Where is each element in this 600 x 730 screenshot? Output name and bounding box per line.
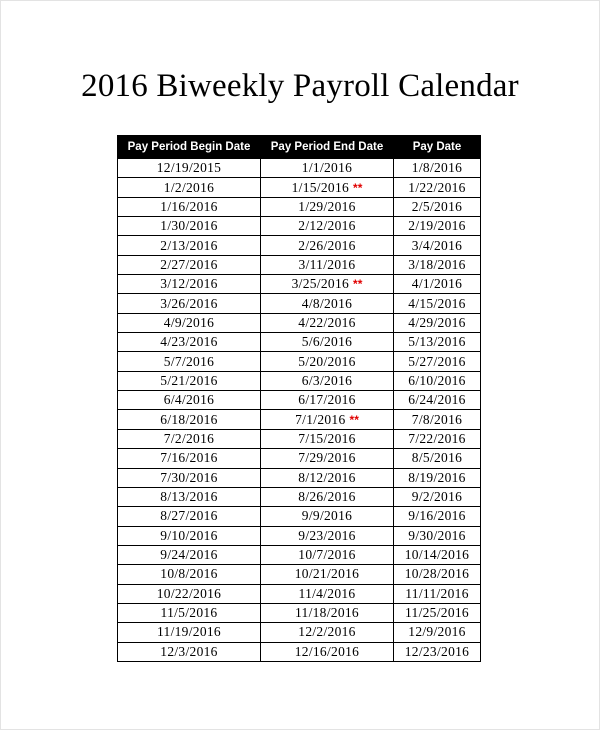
asterisk-marker: ** (353, 277, 363, 292)
cell-end-date (261, 178, 394, 197)
cell-pay-date: 10/28/2016 (394, 565, 481, 584)
cell-pay-date: 7/8/2016 (394, 410, 481, 429)
cell-begin-date: 8/27/2016 (118, 507, 261, 526)
end-date-value: 12/16/2016 (294, 643, 360, 659)
cell-begin-date: 10/8/2016 (118, 565, 261, 584)
cell-begin-date: 1/16/2016 (118, 197, 261, 216)
end-date-value: 6/17/2016 (298, 392, 356, 408)
end-date-value: 10/7/2016 (298, 547, 356, 563)
end-date-value: 11/4/2016 (298, 585, 356, 601)
cell-begin-date: 6/4/2016 (118, 391, 261, 410)
header-begin-date: Pay Period Begin Date (118, 136, 261, 159)
cell-end-date (261, 429, 394, 448)
cell-end-date (261, 526, 394, 545)
table-row (118, 197, 481, 216)
cell-end-date (261, 352, 394, 371)
table-row (118, 275, 481, 294)
cell-end-date (261, 468, 394, 487)
cell-end-date (261, 545, 394, 564)
end-date-value: 6/3/2016 (301, 372, 353, 388)
end-date-value: 1/15/2016 (291, 179, 350, 195)
table-row (118, 487, 481, 506)
table-row (118, 410, 481, 429)
end-date-value: 11/18/2016 (294, 605, 359, 621)
table-header-row (118, 136, 481, 159)
table-row (118, 603, 481, 622)
table-row (118, 642, 481, 661)
cell-begin-date: 11/19/2016 (118, 623, 261, 642)
cell-begin-date: 3/12/2016 (118, 275, 261, 294)
table-row (118, 333, 481, 352)
table-row (118, 468, 481, 487)
cell-begin-date: 1/2/2016 (118, 178, 261, 197)
cell-pay-date: 11/11/2016 (394, 584, 481, 603)
cell-end-date (261, 391, 394, 410)
cell-end-date (261, 507, 394, 526)
end-date-value: 7/29/2016 (298, 450, 356, 466)
cell-end-date (261, 275, 394, 294)
end-date-value: 8/26/2016 (298, 489, 356, 505)
end-date-value: 9/23/2016 (298, 527, 356, 543)
cell-begin-date: 7/16/2016 (118, 449, 261, 468)
end-date-value: 2/12/2016 (298, 218, 356, 234)
cell-begin-date: 10/22/2016 (118, 584, 261, 603)
cell-end-date (261, 371, 394, 390)
cell-pay-date: 3/18/2016 (394, 255, 481, 274)
cell-end-date (261, 236, 394, 255)
table-row (118, 352, 481, 371)
cell-end-date (261, 333, 394, 352)
cell-pay-date: 8/5/2016 (394, 449, 481, 468)
cell-begin-date: 1/30/2016 (118, 217, 261, 236)
cell-end-date (261, 584, 394, 603)
table-row (118, 429, 481, 448)
table-row (118, 236, 481, 255)
table-body (118, 159, 481, 662)
end-date-value: 9/9/2016 (301, 508, 353, 524)
cell-begin-date: 4/23/2016 (118, 333, 261, 352)
header-end-date: Pay Period End Date (261, 136, 394, 159)
table-row (118, 545, 481, 564)
cell-begin-date: 6/18/2016 (118, 410, 261, 429)
cell-end-date (261, 294, 394, 313)
cell-end-date (261, 159, 394, 178)
cell-end-date (261, 217, 394, 236)
cell-pay-date: 8/19/2016 (394, 468, 481, 487)
cell-begin-date: 7/30/2016 (118, 468, 261, 487)
cell-pay-date: 6/10/2016 (394, 371, 481, 390)
table-row (118, 449, 481, 468)
cell-begin-date: 4/9/2016 (118, 313, 261, 332)
cell-pay-date: 5/13/2016 (394, 333, 481, 352)
cell-end-date (261, 197, 394, 216)
cell-end-date (261, 642, 394, 661)
cell-pay-date: 7/22/2016 (394, 429, 481, 448)
end-date-value: 12/2/2016 (298, 624, 356, 640)
cell-begin-date: 11/5/2016 (118, 603, 261, 622)
cell-end-date (261, 410, 394, 429)
cell-end-date (261, 487, 394, 506)
table-row (118, 526, 481, 545)
cell-pay-date: 9/30/2016 (394, 526, 481, 545)
table-row (118, 391, 481, 410)
end-date-value: 4/22/2016 (298, 314, 356, 330)
cell-begin-date: 5/7/2016 (118, 352, 261, 371)
cell-pay-date: 6/24/2016 (394, 391, 481, 410)
end-date-value: 1/29/2016 (298, 198, 356, 214)
cell-begin-date: 9/24/2016 (118, 545, 261, 564)
end-date-value: 8/12/2016 (298, 469, 356, 485)
cell-pay-date: 12/9/2016 (394, 623, 481, 642)
cell-pay-date: 9/2/2016 (394, 487, 481, 506)
cell-pay-date: 2/19/2016 (394, 217, 481, 236)
end-date-value: 1/1/2016 (301, 160, 353, 176)
cell-begin-date: 3/26/2016 (118, 294, 261, 313)
cell-end-date (261, 565, 394, 584)
asterisk-marker: ** (349, 412, 359, 427)
cell-pay-date: 4/29/2016 (394, 313, 481, 332)
end-date-value: 2/26/2016 (298, 237, 356, 253)
table-row (118, 217, 481, 236)
table-row (118, 371, 481, 390)
table-row (118, 294, 481, 313)
table-row (118, 623, 481, 642)
cell-pay-date: 2/5/2016 (394, 197, 481, 216)
cell-begin-date: 12/19/2015 (118, 159, 261, 178)
table-row (118, 178, 481, 197)
table-row (118, 584, 481, 603)
end-date-value: 3/11/2016 (298, 256, 356, 272)
cell-end-date (261, 603, 394, 622)
cell-end-date (261, 623, 394, 642)
end-date-value: 4/8/2016 (301, 295, 353, 311)
cell-begin-date: 5/21/2016 (118, 371, 261, 390)
cell-pay-date: 1/22/2016 (394, 178, 481, 197)
asterisk-marker: ** (353, 180, 363, 195)
end-date-value: 3/25/2016 (291, 276, 350, 292)
cell-begin-date: 9/10/2016 (118, 526, 261, 545)
cell-begin-date: 7/2/2016 (118, 429, 261, 448)
cell-end-date (261, 313, 394, 332)
cell-pay-date: 3/4/2016 (394, 236, 481, 255)
cell-end-date (261, 255, 394, 274)
cell-begin-date: 8/13/2016 (118, 487, 261, 506)
cell-pay-date: 11/25/2016 (394, 603, 481, 622)
end-date-value: 7/15/2016 (298, 430, 356, 446)
cell-pay-date: 1/8/2016 (394, 159, 481, 178)
cell-pay-date: 12/23/2016 (394, 642, 481, 661)
end-date-value: 5/20/2016 (298, 353, 356, 369)
table-row (118, 159, 481, 178)
header-pay-date: Pay Date (394, 136, 481, 159)
table-row (118, 565, 481, 584)
table-row (118, 313, 481, 332)
page-title: 2016 Biweekly Payroll Calendar (81, 68, 519, 104)
cell-begin-date: 2/27/2016 (118, 255, 261, 274)
cell-end-date (261, 449, 394, 468)
cell-pay-date: 10/14/2016 (394, 545, 481, 564)
cell-begin-date: 12/3/2016 (118, 642, 261, 661)
cell-pay-date: 4/1/2016 (394, 275, 481, 294)
payroll-table (117, 135, 481, 662)
end-date-value: 5/6/2016 (301, 334, 353, 350)
cell-pay-date: 4/15/2016 (394, 294, 481, 313)
end-date-value: 10/21/2016 (294, 566, 360, 582)
cell-begin-date: 2/13/2016 (118, 236, 261, 255)
table-row (118, 255, 481, 274)
cell-pay-date: 5/27/2016 (394, 352, 481, 371)
cell-pay-date: 9/16/2016 (394, 507, 481, 526)
table-row (118, 507, 481, 526)
end-date-value: 7/1/2016 (295, 411, 346, 427)
